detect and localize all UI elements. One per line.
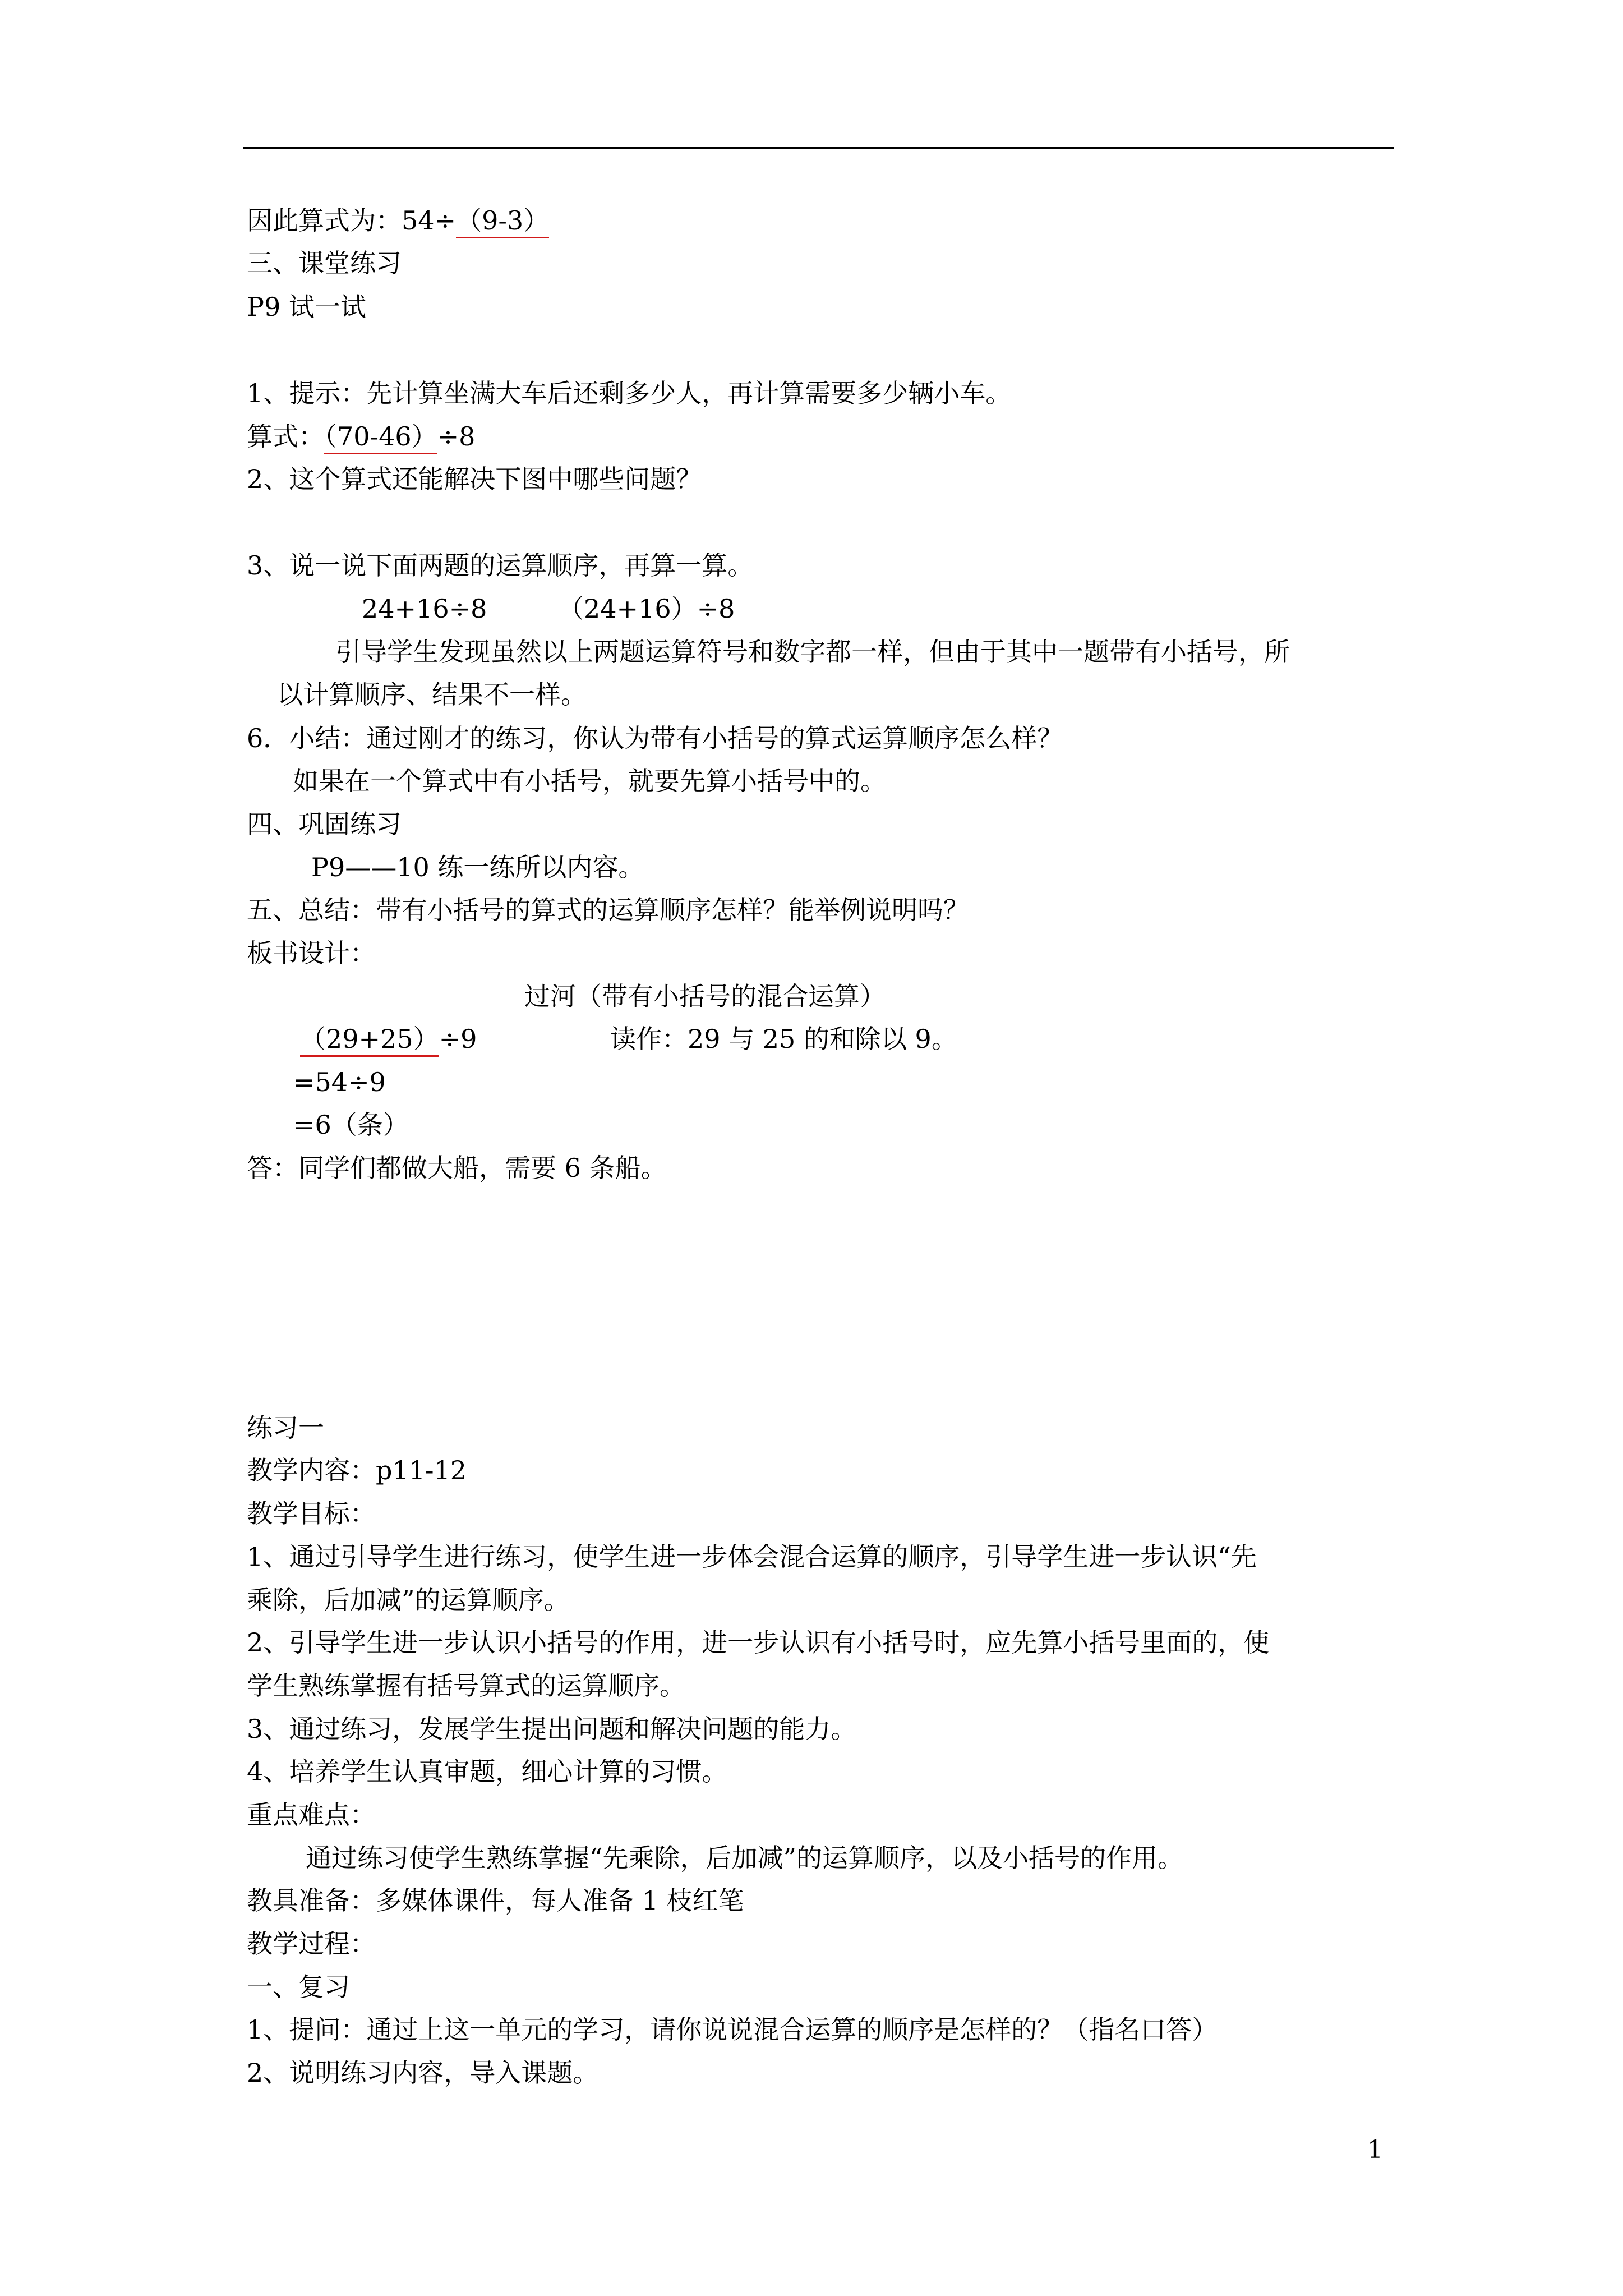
formula-line (247, 204, 549, 237)
formula-underlined: （9-3） (456, 205, 549, 238)
item1-formula-underlined: （70-46） (324, 421, 437, 454)
answer: 答：同学们都做大船，需要 6 条船。 (247, 1153, 667, 1183)
guide-line1: 引导学生发现虽然以上两题运算符号和数字都一样，但由于其中一题带有小括号，所 (335, 637, 1290, 667)
board-read: 读作：29 与 25 的和除以 9。 (610, 1024, 957, 1054)
key-content: 通过练习使学生熟练掌握“先乘除，后加减”的运算顺序，以及小括号的作用。 (306, 1843, 1184, 1873)
item1-formula-suffix: ÷8 (437, 421, 476, 452)
board-expr-underlined: （29+25） (300, 1024, 439, 1057)
tools: 教具准备：多媒体课件，每人准备 1 枝红笔 (247, 1885, 744, 1916)
section4-content: P9——10 练一练所以内容。 (311, 852, 644, 882)
expr-a: 24+16÷8 (362, 593, 487, 624)
review-title: 一、复习 (247, 1972, 350, 2002)
summary-answer: 如果在一个算式中有小括号，就要先算小括号中的。 (293, 766, 886, 796)
formula-prefix: 因此算式为：54÷ (247, 205, 457, 236)
guide-line2: 以计算顺序、结果不一样。 (277, 679, 587, 710)
exercise-title: 练习一 (247, 1412, 324, 1443)
board-expression (300, 1022, 477, 1056)
item1-formula (247, 420, 475, 453)
key-label: 重点难点： (247, 1800, 376, 1830)
p9-try: P9 试一试 (247, 292, 366, 322)
goal4: 4、培养学生认真审题，细心计算的习惯。 (247, 1756, 728, 1787)
process-label: 教学过程： (247, 1929, 376, 1959)
goal3: 3、通过练习，发展学生提出问题和解决问题的能力。 (247, 1714, 857, 1744)
review2: 2、说明练习内容，导入课题。 (247, 2058, 599, 2088)
header-rule (243, 147, 1394, 149)
board-step2: =6（条） (293, 1110, 409, 1140)
page-number: 1 (1367, 2136, 1383, 2164)
board-title: 过河（带有小括号的混合运算） (524, 981, 886, 1011)
goals-label: 教学目标： (247, 1498, 376, 1529)
board-label: 板书设计： (247, 938, 376, 968)
teaching-content: 教学内容：p11-12 (247, 1455, 467, 1485)
item1-hint: 1、提示：先计算坐满大车后还剩多少人，再计算需要多少辆小车。 (247, 378, 1012, 408)
item1-formula-prefix: 算式： (247, 421, 324, 452)
goal2-line1: 2、引导学生进一步认识小括号的作用，进一步认识有小括号时，应先算小括号里面的，使 (247, 1627, 1270, 1658)
section3-title: 三、课堂练习 (247, 248, 402, 278)
goal1-line2: 乘除，后加减”的运算顺序。 (247, 1585, 570, 1615)
goal1-line1: 1、通过引导学生进行练习，使学生进一步体会混合运算的顺序，引导学生进一步认识“先 (247, 1542, 1257, 1572)
section5: 五、总结：带有小括号的算式的运算顺序怎样？能举例说明吗？ (247, 895, 969, 925)
item2: 2、这个算式还能解决下图中哪些问题？ (247, 464, 702, 494)
item3: 3、说一说下面两题的运算顺序，再算一算。 (247, 550, 754, 581)
summary-question: 6．小结：通过刚才的练习，你认为带有小括号的算式运算顺序怎么样？ (247, 723, 1063, 753)
board-step1: =54÷9 (293, 1067, 386, 1097)
board-expr-suffix: ÷9 (439, 1024, 477, 1054)
review1: 1、提问：通过上这一单元的学习，请你说说混合运算的顺序是怎样的？（指名口答） (247, 2014, 1218, 2045)
section4-title: 四、巩固练习 (247, 809, 402, 839)
goal2-line2: 学生熟练掌握有括号算式的运算顺序。 (247, 1671, 685, 1701)
expr-b: （24+16）÷8 (558, 593, 735, 624)
